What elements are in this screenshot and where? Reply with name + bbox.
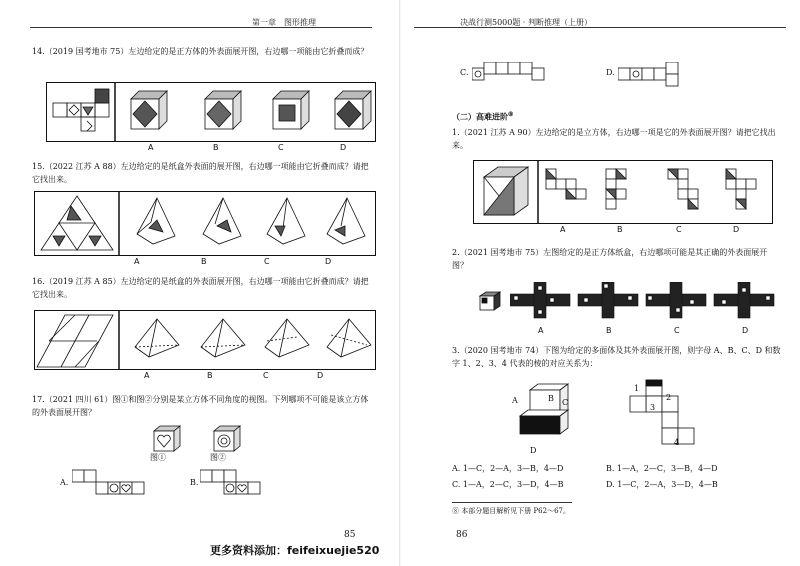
advanced-question-3-text: 3.（2020 国考地市 74）下图为给定的多面体及其外表面展开图，则字母 A、B、C、D 和数字 1、2、3、4 代表的棱的对应关系为：: [452, 346, 781, 368]
q14-option-a[interactable]: A: [148, 143, 154, 152]
q17-option-d-label[interactable]: D.: [606, 68, 615, 77]
polyhedron-label-a: A: [512, 396, 518, 405]
q17-fig2-caption: 图②: [210, 453, 226, 462]
adv-q2-option-b[interactable]: B: [606, 326, 612, 335]
question-15-text: 15.（2022 江苏 A 88）左边给定的是纸盒外表面的展开图，右边哪一项能由它折叠而成？请把它找出来。: [32, 162, 369, 184]
adv-q2-option-d[interactable]: D: [742, 326, 749, 335]
adv-q2-option-a[interactable]: A: [538, 326, 544, 335]
polyhedron-label-b: B: [548, 394, 554, 403]
q15-option-c[interactable]: C: [264, 257, 270, 266]
net-label-3: 3: [650, 403, 656, 412]
q17-option-b-label[interactable]: B.: [190, 478, 199, 487]
q17-option-c-label[interactable]: C.: [460, 68, 469, 77]
question-16-text: 16.（2019 江苏 A 85）左边给定的是纸盒的外表面展开图，右边哪一项能由它折叠而成？请把它找出来。: [32, 277, 369, 299]
q16-option-b[interactable]: B: [207, 371, 213, 380]
header-rule: [30, 27, 372, 28]
question-15-figure: [34, 191, 376, 256]
adv-q2-given-cube: [478, 290, 502, 314]
adv-q2-option-nets[interactable]: [510, 282, 780, 320]
adv-q3-answer-b[interactable]: B. 1—A，2—C，3—B，4—D: [606, 464, 718, 473]
adv-q3-polyhedron: [510, 380, 590, 450]
adv-q1-option-c[interactable]: C: [676, 225, 682, 234]
adv-q2-option-c[interactable]: C: [674, 326, 680, 335]
q17-option-d-net[interactable]: [618, 62, 698, 88]
net-label-1: 1: [634, 384, 640, 393]
question-14-figure: [46, 82, 376, 142]
advanced-question-1-text: 1.（2021 江苏 A 90）左边给定的是立方体，右边哪一项是它的外表面展开图？请把它找出来。: [452, 128, 776, 150]
adv-q3-answer-d[interactable]: D. 1—C，2—A，3—D，4—B: [606, 480, 718, 489]
adv-q1-option-d[interactable]: D: [733, 225, 740, 234]
q16-option-a[interactable]: A: [144, 371, 150, 380]
adv-q3-answer-a[interactable]: A. 1—C，2—A，3—B，4—D: [452, 464, 564, 473]
q15-option-d[interactable]: D: [325, 257, 332, 266]
q15-option-a[interactable]: A: [134, 257, 140, 266]
polyhedron-label-c: C: [562, 398, 569, 407]
watermark-text: 更多资料添加：feifeixuejie520: [210, 544, 380, 557]
q17-fig1-caption: 图①: [150, 453, 166, 462]
net-label-4: 4: [674, 438, 680, 447]
book-header: 决战行测5000题 · 判断推理（上册）: [460, 18, 592, 27]
question-16-figure: [34, 310, 376, 370]
question-14-text: 14.（2019 国考地市 75）左边给定的是正方体的外表面展开图，右边哪一项能由它折叠而成？: [32, 47, 369, 56]
q14-option-c[interactable]: C: [278, 143, 284, 152]
footnote: ⑧ 本部分题目解析见下册 P62～67。: [452, 507, 570, 515]
chapter-header: 第一章 图形推理: [252, 18, 316, 27]
q17-option-a-net[interactable]: [72, 468, 152, 498]
section-heading: （二）高难进阶⑧: [452, 111, 514, 122]
q17-option-a-label[interactable]: A.: [60, 478, 69, 487]
q15-option-b[interactable]: B: [201, 257, 207, 266]
q17-option-c-net[interactable]: [472, 62, 552, 88]
q16-option-d[interactable]: D: [317, 371, 324, 380]
adv-q1-option-a[interactable]: A: [560, 225, 566, 234]
polyhedron-label-d: D: [530, 446, 537, 455]
question-17-text: 17.（2021 四川 61）图①和图②分别是某立方体不同角度的视图。下列哪项不可能是该立方体的外表面展开图？: [32, 395, 369, 417]
advanced-question-1-figure: [473, 160, 773, 224]
q17-view-2: [210, 425, 242, 453]
q16-option-c[interactable]: C: [263, 371, 269, 380]
advanced-question-2-text: 2.（2021 国考地市 75）左图给定的是正方体纸盒，右边哪项可能是其正确的外表面展开图？: [452, 248, 768, 270]
right-page: [400, 0, 800, 566]
adv-q3-answer-c[interactable]: C. 1—A，2—C，3—D，4—B: [452, 480, 564, 489]
page-number-left: 85: [344, 530, 356, 540]
adv-q1-option-b[interactable]: B: [617, 225, 623, 234]
page-number-right: 86: [456, 530, 468, 540]
q17-view-1: [150, 425, 182, 453]
net-label-2: 2: [666, 393, 672, 402]
q14-option-b[interactable]: B: [213, 143, 219, 152]
q17-option-b-net[interactable]: [200, 468, 280, 498]
footnote-rule: [452, 502, 572, 503]
q14-option-d[interactable]: D: [340, 143, 347, 152]
